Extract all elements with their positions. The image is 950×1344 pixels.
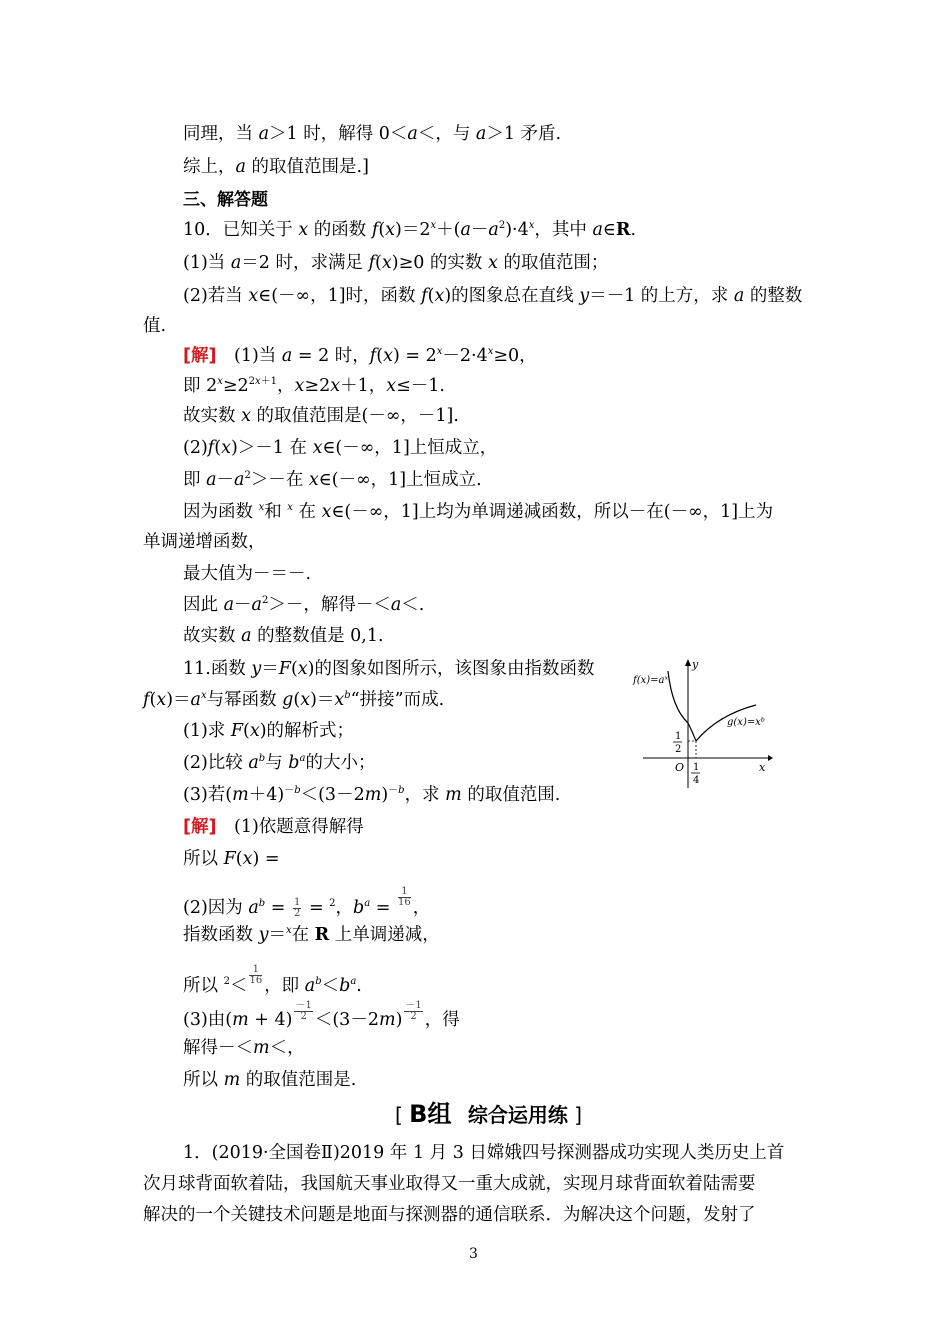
section-b-header: [395, 1100, 582, 1129]
problem-11-part-1: (1)求 F(x)的解析式；: [183, 721, 355, 741]
problem-10-part-2-cont: 值.: [143, 316, 167, 336]
page-number: 3: [469, 1246, 478, 1262]
problem-10-statement: 10．已知关于 x 的函数 $f(x)=2^x+(a-a^2)\cdot 4^x$，其中 a∈R.: [183, 220, 637, 240]
problem-10-part-1: (1)当 a＝2 时，求满足 f(x)≥0 的实数 x 的取值范围；: [183, 253, 609, 273]
half-numerator: 1: [675, 731, 682, 742]
solution-line: 最大值为－＝－.: [183, 564, 312, 584]
solution-line: 单调递增函数，: [143, 532, 266, 552]
solution-line: 即 $2^x\ge 2^{2x+1}$，x≥2x＋1，x≤－1.: [183, 376, 445, 396]
solution-line: 解得－＜m＜，: [183, 1038, 305, 1058]
x-label: x: [759, 761, 766, 774]
solution-line: 因此 $a-a^2>-$，解得－＜a＜.: [183, 595, 425, 615]
bracket-open: [: [395, 1103, 403, 1127]
problem-11-statement: 11.函数 y＝F(x)的图象如图所示，该图象由指数函数: [183, 659, 595, 679]
section-heading: 三、解答题: [183, 190, 268, 210]
bracket-close: ]: [574, 1103, 582, 1127]
solution-line: (3)由(m + 4) $\frac{-1}{2}$ ＜(3－2m) $\frac{-1}{2}$ ，得: [183, 1000, 460, 1030]
solution-line: [解] (1)依题意得解得: [183, 817, 364, 837]
group-title: 综合运用练: [467, 1103, 568, 1127]
x-axis-arrow-icon: [768, 755, 773, 761]
solution-line: (2)f(x)＞－1 在 x∈(－∞，1]上恒成立，: [183, 438, 498, 458]
g-label: g(x)=xᵇ: [727, 717, 765, 728]
solution-tag: [解]: [183, 817, 217, 837]
text-line: 综上，a 的取值范围是.]: [183, 157, 369, 177]
solution-tag: [解]: [183, 346, 217, 366]
solution-line: 故实数 a 的整数值是 0,1.: [183, 626, 384, 646]
y-axis-arrow-icon: [685, 659, 691, 666]
quarter-denominator: 4: [693, 775, 700, 786]
solution-line: 故实数 x 的取值范围是(－∞，－1].: [183, 406, 459, 426]
problem-10-part-2: (2)若当 x∈(－∞，1]时，函数 f(x)的图象总在直线 y＝－1 的上方，求 a 的整数: [183, 286, 803, 306]
y-label: y: [692, 658, 699, 671]
solution-line: (2)因为 $a^b$ = $\frac{1}{2}$ = $^2$，$b^a$ = $\frac{1}{16}$ ，: [183, 886, 431, 919]
origin-label: O: [675, 761, 685, 774]
text-line: 同理，当 a＞1 时，解得 0＜a＜，与 a＞1 矛盾.: [183, 124, 562, 144]
solution-line: 所以 m 的取值范围是.: [183, 1070, 357, 1090]
solution-line: 所以 F(x) =: [183, 849, 280, 869]
problem-11-part-2: (2)比较 $a^b$与 $b^a$的大小；: [183, 753, 376, 773]
solution-line: 指数函数 y＝$^x$在 R 上单调递减，: [183, 925, 440, 945]
problem-11-statement-cont: $f(x)=a^x$与幂函数 $g(x)=x^b“$拼接”而成.: [143, 690, 445, 710]
question-1-line: 解决的一个关键技术问题是地面与探测器的通信联系．为解决这个问题，发射了: [143, 1205, 756, 1225]
question-1-line: 1．(2019·全国卷Ⅱ)2019 年 1 月 3 日嫦娥四号探测器成功实现人类历史上首: [183, 1143, 785, 1163]
question-1-line: 次月球背面软着陆，我国航天事业取得又一重大成就，实现月球背面软着陆需要: [143, 1174, 756, 1194]
function-graph: [628, 653, 773, 788]
solution-line: [解] (1)当 a = 2 时，$f(x) = 2^x-2\cdot 4^x\ge 0$，: [183, 346, 537, 366]
solution-line: 因为函数 $^x$和 $^x$ 在 x∈(－∞，1]上均为单调递减函数，所以－在(－∞，1]上为: [183, 502, 774, 522]
group-label: B组: [409, 1100, 452, 1128]
f-label: f(x)=aˣ: [633, 675, 669, 686]
solution-line: 即 $a-a^2>-$在 x∈(－∞，1]上恒成立.: [183, 470, 482, 490]
problem-11-part-3: (3)若$(m+4)^{-b}<(3-2m)^{-b}$，求 m 的取值范围.: [183, 785, 561, 805]
exponential-curve: [668, 671, 696, 741]
solution-line: 所以 $^2$＜ $\frac{1}{16}$ ，即 $a^b<b^a$.: [183, 964, 362, 996]
quarter-numerator: 1: [693, 762, 700, 773]
half-denominator: 2: [675, 744, 682, 755]
